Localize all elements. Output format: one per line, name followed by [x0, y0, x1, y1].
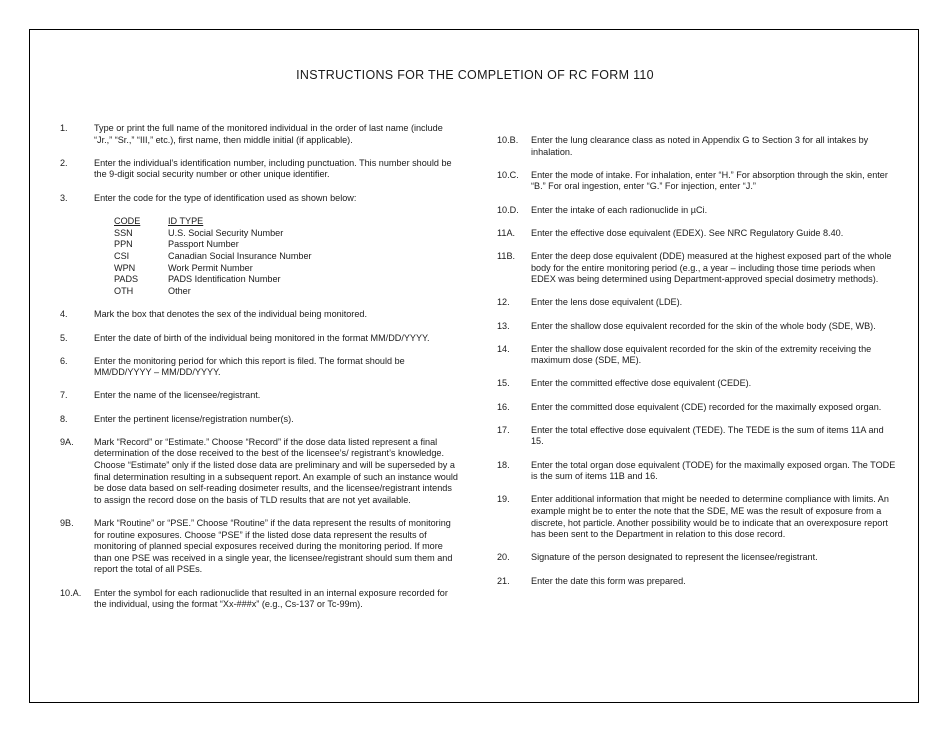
item-number: 6. [60, 355, 68, 366]
item-text: Enter the total organ dose equivalent (TODE) for the maximally exposed organ. The TODE is the sum of items 11B and 16. [531, 459, 896, 482]
instruction-item-19 [497, 494, 897, 540]
code-value: SSN [114, 227, 133, 238]
instruction-item-11a [497, 228, 897, 240]
item-number: 21. [497, 575, 510, 586]
item-number: 11B. [497, 250, 516, 261]
code-value: PPN [114, 239, 133, 250]
item-text: Enter the name of the licensee/registrant. [94, 390, 261, 401]
item-number: 1. [60, 123, 68, 133]
item-number: 2. [60, 157, 68, 168]
instruction-item-14 [497, 344, 897, 367]
item-text: Enter the lung clearance class as noted in Appendix G to Section 3 for all intakes by inhalation. [531, 135, 869, 157]
item-text: Enter the intake of each radionuclide in µCi. [531, 204, 708, 215]
item-number: 14. [497, 343, 510, 354]
code-description: Passport Number [168, 239, 239, 250]
item-number: 10.C. [497, 169, 519, 180]
instruction-item-7 [60, 390, 460, 402]
instruction-item-11b [497, 251, 897, 286]
instruction-item-10c [497, 170, 897, 193]
instruction-item-2 [60, 158, 460, 181]
instruction-item-20 [497, 552, 897, 564]
instruction-item-15 [497, 378, 897, 390]
instruction-item-4 [60, 309, 460, 321]
item-number: 7. [60, 390, 68, 401]
item-text: Enter the mode of intake. For inhalation, enter “H.” For absorption through the skin, enter “B.” For oral ingestion, enter “G.” For injection, enter “J.” [531, 169, 888, 192]
instruction-item-6 [60, 356, 460, 379]
item-text: Enter the shallow dose equivalent recorded for the skin of the whole body (SDE, WB). [531, 320, 876, 331]
instruction-item-10d [497, 205, 897, 217]
code-description: PADS Identification Number [168, 274, 281, 285]
instruction-item-10b [497, 135, 897, 158]
item-number: 9A. [60, 436, 74, 447]
item-text: Enter the total effective dose equivalent (TEDE). The TEDE is the sum of items 11A and 15. [531, 424, 884, 447]
code-row [114, 263, 460, 275]
item-text: Enter the individual’s identification number, including punctuation. This number should be the 9-digit social security number or other unique identifier. [94, 157, 452, 180]
item-number: 18. [497, 459, 510, 470]
item-text: Enter the effective dose equivalent (EDEX). See NRC Regulatory Guide 8.40. [531, 227, 844, 238]
left-column [60, 123, 460, 622]
item-number: 16. [497, 401, 510, 412]
item-text: Enter the lens dose equivalent (LDE). [531, 297, 683, 308]
item-number: 10.A. [60, 587, 82, 598]
item-number: 11A. [497, 227, 516, 238]
code-row [114, 239, 460, 251]
instruction-item-12 [497, 297, 897, 309]
instruction-item-17 [497, 425, 897, 448]
item-text: Enter the monitoring period for which this report is filed. The format should be MM/DD/YYYY – MM/DD/YYYY. [94, 355, 405, 378]
instruction-item-18 [497, 460, 897, 483]
instruction-item-9a [60, 437, 460, 507]
item-text: Mark “Routine” or “PSE.” Choose “Routine” if the data represent the results of monitoring for routine exposures. Choose “PSE” if the listed dose data represent the results of monitoring of planned special exposures received during the monitoring period. If more than one PSE was received in a single year, the licensee/registrant should sum them and report the total of all PSEs. [94, 518, 453, 575]
code-value: WPN [114, 262, 136, 273]
instruction-item-3 [60, 193, 460, 205]
code-description: U.S. Social Security Number [168, 227, 284, 238]
item-text: Signature of the person designated to represent the licensee/registrant. [531, 552, 818, 563]
instruction-item-8 [60, 414, 460, 426]
item-text: Enter the deep dose equivalent (DDE) measured at the highest exposed part of the whole body for the entire monitoring period (e.g., a year – including those time periods when EDEX was being determined using Department-approved special dosimetry methods). [531, 250, 892, 285]
id-code-table [114, 216, 460, 297]
code-description: Canadian Social Insurance Number [168, 250, 312, 261]
code-value: PADS [114, 274, 139, 285]
item-number: 5. [60, 332, 68, 343]
instruction-item-1 [60, 123, 460, 146]
instruction-item-16 [497, 402, 897, 414]
code-row [114, 251, 460, 263]
code-row [114, 286, 460, 298]
item-number: 17. [497, 424, 510, 435]
instruction-item-9b [60, 518, 460, 576]
item-number: 20. [497, 552, 510, 563]
code-header: CODE [114, 216, 141, 227]
item-text: Enter the date this form was prepared. [531, 575, 686, 586]
item-number: 8. [60, 413, 68, 424]
item-text: Enter the pertinent license/registration number(s). [94, 413, 294, 424]
item-text: Enter the committed dose equivalent (CDE) recorded for the maximally exposed organ. [531, 401, 882, 412]
item-text: Enter the committed effective dose equivalent (CEDE). [531, 378, 752, 389]
item-number: 4. [60, 309, 68, 320]
right-column [497, 135, 897, 599]
instruction-item-13 [497, 321, 897, 333]
item-text: Mark the box that denotes the sex of the individual being monitored. [94, 309, 367, 320]
item-number: 9B. [60, 518, 74, 528]
item-text: Enter additional information that might be needed to determine compliance with limits. An example might be to enter the note that the SDE, ME was the result of exposure from a discrete, hot particle. Another possibility would be to indicate that an overexposure report has been sent to the Department in relation to this dose record. [531, 494, 889, 540]
item-text: Type or print the full name of the monitored individual in the order of last name (include “Jr.,” “Sr.,” “III,” etc.), first name, then middle initial (if applicable). [94, 123, 443, 145]
item-number: 13. [497, 320, 510, 331]
code-description: Other [168, 285, 191, 296]
item-number: 19. [497, 494, 510, 505]
code-value: OTH [114, 285, 134, 296]
code-description: Work Permit Number [168, 262, 253, 273]
instruction-item-5 [60, 333, 460, 345]
instruction-item-21 [497, 576, 897, 588]
item-number: 15. [497, 378, 510, 389]
item-text: Enter the symbol for each radionuclide that resulted in an internal exposure recorded for the individual, using the format “Xx-###x” (e.g., Cs-137 or Tc-99m). [94, 587, 448, 610]
code-value: CSI [114, 250, 130, 261]
item-text: Mark “Record” or “Estimate.” Choose “Record” if the dose data listed represent a final determination of the dose received to the best of the licensee’s/ registrant’s knowledge. Choose “Estimate” only if the listed dose data are preliminary and will be superseded by a final determination resulting in a subsequent report. An example of such an instance would be dose data based on self-reading dosimeter results, and the licensee/registrant intends to assign the record dose on the basis of TLD results that are not yet available. [94, 436, 458, 505]
item-number: 3. [60, 192, 68, 203]
item-text: Enter the date of birth of the individual being monitored in the format MM/DD/YYYY. [94, 332, 430, 343]
item-number: 10.B. [497, 135, 519, 145]
id-type-header: ID TYPE [168, 216, 204, 227]
item-text: Enter the code for the type of identification used as shown below: [94, 192, 357, 203]
instruction-item-10a [60, 588, 460, 611]
item-number: 12. [497, 297, 510, 308]
code-table-header [114, 216, 460, 228]
code-row [114, 228, 460, 240]
item-number: 10.D. [497, 204, 519, 215]
page-title: INSTRUCTIONS FOR THE COMPLETION OF RC FORM 110 [296, 68, 654, 82]
code-row [114, 274, 460, 286]
item-text: Enter the shallow dose equivalent recorded for the skin of the extremity receiving the maximum dose (SDE, ME). [531, 343, 872, 366]
